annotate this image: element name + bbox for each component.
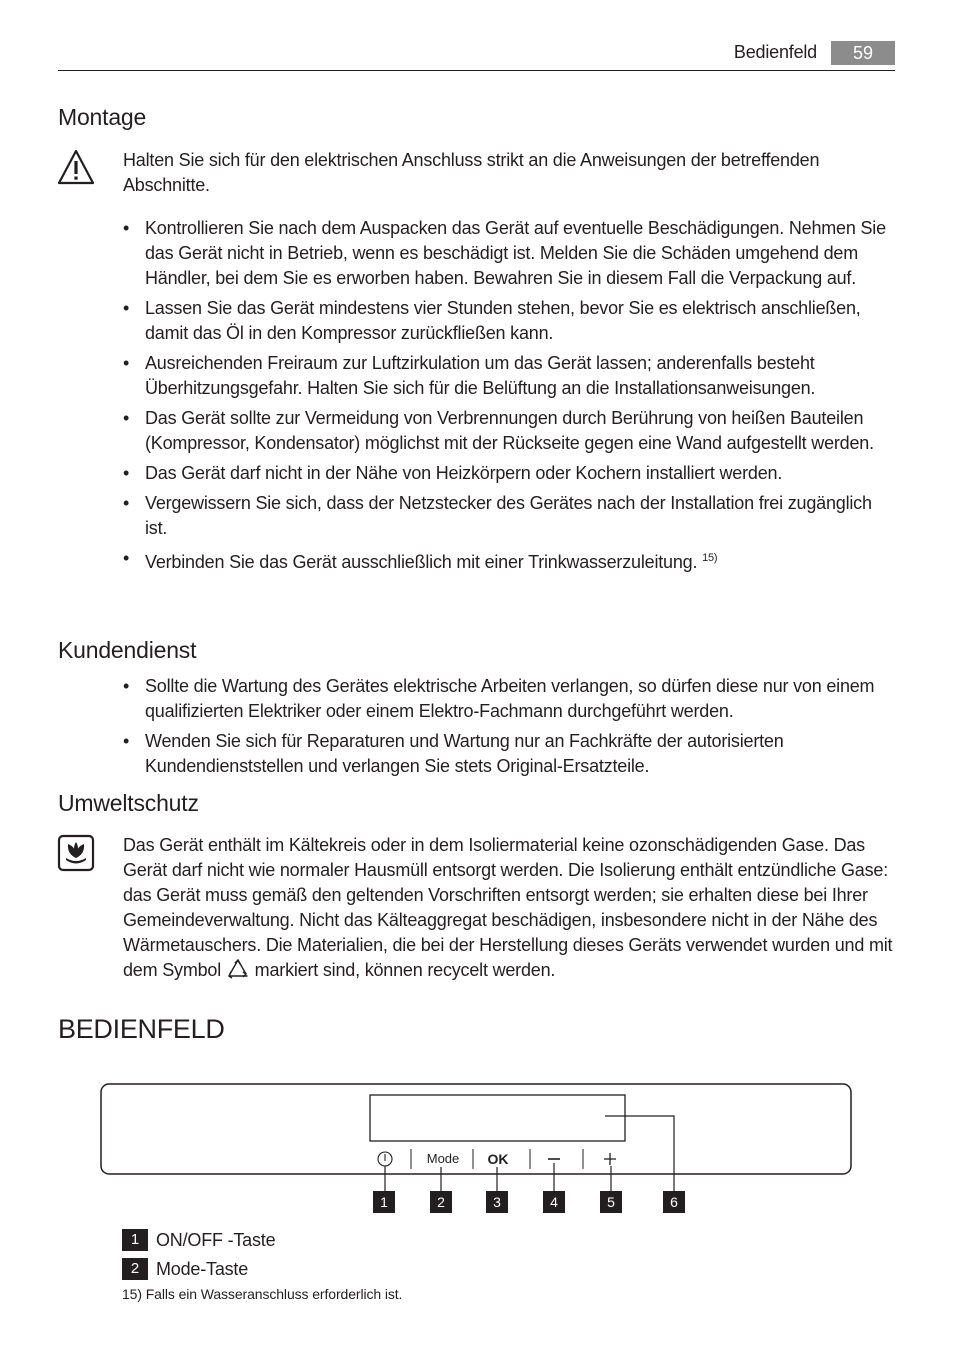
- umweltschutz-heading: Umweltschutz: [58, 790, 199, 816]
- svg-text:6: 6: [670, 1194, 678, 1210]
- svg-text:5: 5: [607, 1194, 615, 1210]
- list-item: • Sollte die Wartung des Gerätes elektrische Arbeiten verlangen, so dürfen diese nur von einem qualifizierten Elektriker oder einem Elektro-Fachmann durchgeführt werden.: [123, 676, 875, 721]
- legend-text: ON/OFF -Taste: [156, 1230, 276, 1250]
- svg-text:4: 4: [550, 1194, 558, 1210]
- svg-text:1: 1: [380, 1194, 388, 1210]
- warning-icon: [57, 148, 95, 191]
- kundendienst-bullet-list: [123, 674, 898, 784]
- callout-2: [430, 1191, 452, 1213]
- legend-number: 2: [122, 1258, 148, 1280]
- svg-text:2: 2: [437, 1194, 445, 1210]
- list-item: • Ausreichenden Freiraum zur Luftzirkulation um das Gerät lassen; anderenfalls besteht Überhitzungsgefahr. Halten Sie sich für die Belüftung an die Installationsanweisungen.: [123, 353, 816, 398]
- recycle-icon: [226, 958, 250, 987]
- list-item: • Kontrollieren Sie nach dem Auspacken das Gerät auf eventuelle Beschädigungen. Nehmen Sie das Gerät nicht in Betrieb, wenn es beschädigt ist. Melden Sie die Schäden umgehend dem Händler, bei dem Sie es erworben haben. Bewahren Sie in diesem Fall die Verpackung auf.: [123, 218, 886, 288]
- list-item: • Vergewissern Sie sich, dass der Netzstecker des Gerätes nach der Installation frei zugänglich ist.: [123, 493, 872, 538]
- list-item: • Das Gerät sollte zur Vermeidung von Verbrennungen durch Berührung von heißen Bauteilen (Kompressor, Kondensator) möglichst mit der Rückseite gegen eine Wand aufgestellt werden.: [123, 408, 874, 453]
- mode-button-label: Mode: [426, 1151, 460, 1166]
- footnote-reference: 15): [702, 552, 718, 564]
- callout-3: [486, 1191, 508, 1213]
- legend-text: Mode-Taste: [156, 1259, 249, 1279]
- environment-icon: [57, 834, 95, 877]
- legend-number: 1: [122, 1229, 148, 1251]
- plus-icon: [604, 1153, 616, 1165]
- montage-heading: Montage: [58, 104, 147, 130]
- kundendienst-heading: Kundendienst: [58, 637, 197, 663]
- control-panel-diagram: [100, 1083, 854, 1218]
- list-item: • Das Gerät darf nicht in der Nähe von Heizkörpern oder Kochern installiert werden.: [123, 463, 783, 483]
- callout-4: [543, 1191, 565, 1213]
- montage-warning-text: Halten Sie sich für den elektrischen Anschluss strikt an die Anweisungen der betreffenden Abschnitte.: [123, 150, 820, 195]
- list-item: • Wenden Sie sich für Reparaturen und Wartung nur an Fachkräfte der autorisierten Kundendienststellen und verlangen Sie stets Original-Ersatzteile.: [123, 731, 784, 776]
- callout-5: [600, 1191, 622, 1213]
- page-header: [58, 38, 895, 71]
- umweltschutz-text: Das Gerät enthält im Kältekreis oder in dem Isoliermaterial keine ozonschädigenden Gase. Das Gerät darf nicht wie normaler Hausmüll entsorgt werden. Die Isolierung enthält entzündliche Gase: das Gerät muss gemäß den geltenden Vorschriften entsorgt werden; sie erhalten diese bei Ihrer Gemeindeverwaltung. Nicht das Kälteaggregat beschädigen, insbesondere nicht in der Nähe des Wärmetauschers. Die Materialien, die bei der Herstellung dieses Geräts verwendet wurden und mit dem Symbol markiert sind, können recycelt werden.: [123, 833, 898, 987]
- list-item: • Verbinden Sie das Gerät ausschließlich mit einer Trinkwasserzuleitung. $^{15)}$: [123, 548, 718, 572]
- ok-button-label: OK: [487, 1151, 509, 1167]
- montage-bullet-list: [123, 216, 898, 580]
- legend-item-1: [122, 1229, 275, 1251]
- display-window: [370, 1095, 625, 1141]
- svg-text:3: 3: [493, 1194, 501, 1210]
- bedienfeld-heading: BEDIENFELD: [58, 1014, 225, 1044]
- callout-6: [663, 1191, 685, 1213]
- legend-item-2: [122, 1258, 248, 1280]
- footnote: 15) Falls ein Wasseranschluss erforderlich ist.: [122, 1286, 403, 1302]
- panel-outline: [101, 1084, 851, 1174]
- header-title: Bedienfeld: [733, 42, 817, 62]
- power-icon: [378, 1152, 392, 1166]
- page-number: 59: [831, 41, 895, 65]
- list-item: • Lassen Sie das Gerät mindestens vier Stunden stehen, bevor Sie es elektrisch anschließen, damit das Öl in den Kompressor zurückfließen kann.: [123, 298, 861, 343]
- callout-1: [373, 1191, 395, 1213]
